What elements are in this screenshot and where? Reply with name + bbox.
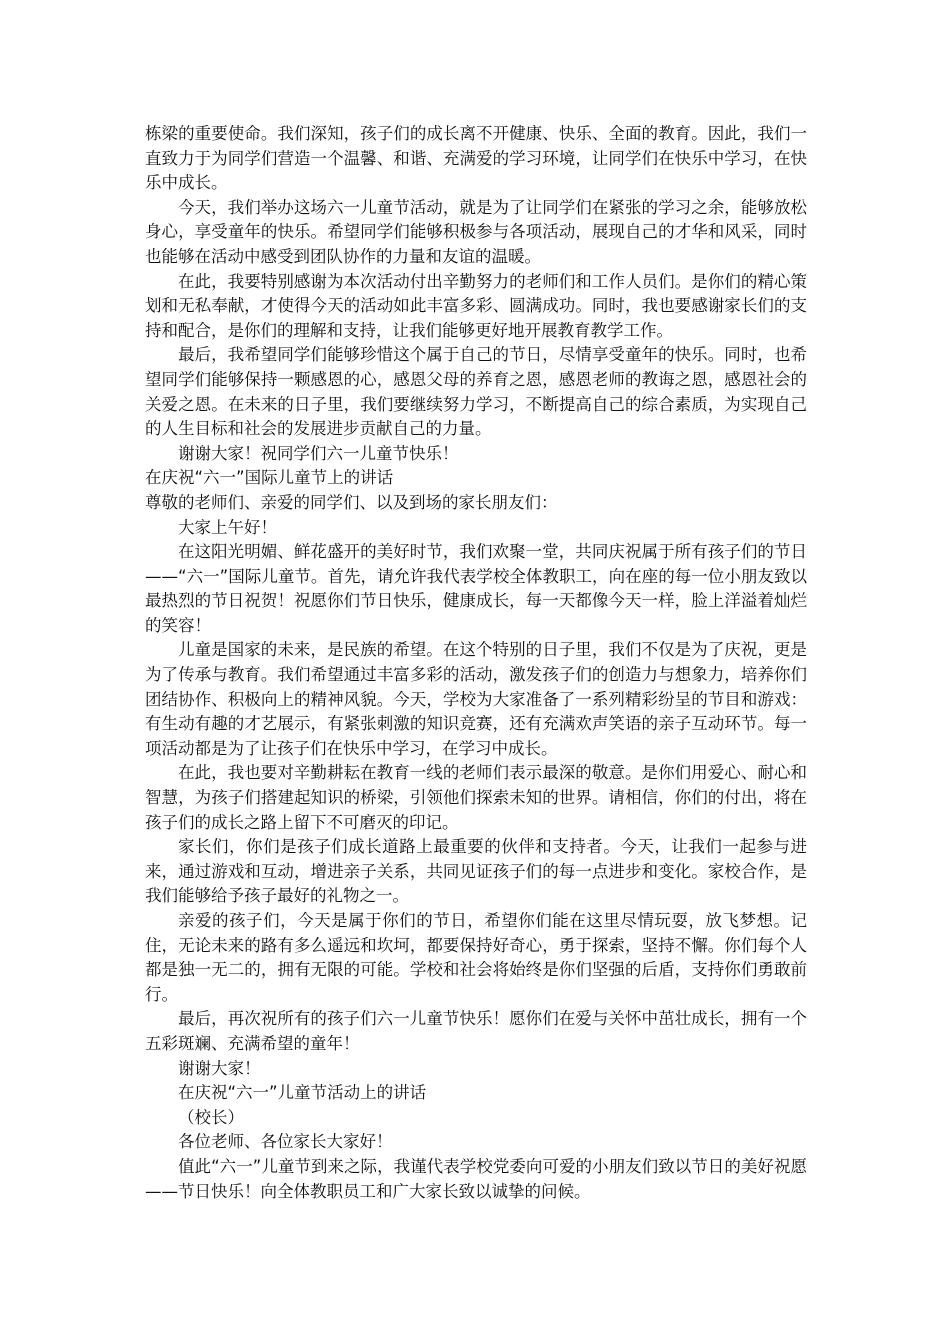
greeting: 大家上午好！: [178, 517, 277, 537]
closing-line: 谢谢大家！: [178, 1058, 261, 1078]
paragraph: 家长们，你们是孩子们成长道路上最重要的伙伴和支持者。今天，让我们一起参与进来，通过游戏和互动，增进亲子关系，共同见证孩子们的每一点进步和变化。家校合作，是我们能够给予孩子最好的礼物之一。: [145, 837, 807, 906]
speech-title: 在庆祝“六一”国际儿童节上的讲话: [145, 468, 394, 488]
paragraph: 亲爱的孩子们，今天是属于你们的节日，希望你们能在这里尽情玩耍，放飞梦想。记住，无论未来的路有多么遥远和坎坷，都要保持好奇心，勇于探索，坚持不懈。你们每个人都是独一无二的，拥有无限的可能。学校和社会将始终是你们坚强的后盾，支持你们勇敢前行。: [145, 911, 807, 1004]
speaker-role: （校长）: [178, 1107, 244, 1127]
document-page: [145, 122, 807, 1204]
paragraph: 最后，再次祝所有的孩子们六一儿童节快乐！愿你们在爱与关怀中茁壮成长，拥有一个五彩斑斓、充满希望的童年！: [145, 1009, 807, 1053]
paragraph: 在此，我也要对辛勤耕耘在教育一线的老师们表示最深的敬意。是你们用爱心、耐心和智慧，为孩子们搭建起知识的桥梁，引领他们探索未知的世界。请相信，你们的付出，将在孩子们的成长之路上留下不可磨灭的印记。: [145, 763, 807, 832]
paragraph: 值此“六一”儿童节到来之际，我谨代表学校党委向可爱的小朋友们致以节日的美好祝愿——节日快乐！向全体教职员工和广大家长致以诚挚的问候。: [145, 1156, 807, 1201]
paragraph: 今天，我们举办这场六一儿童节活动，就是为了让同学们在紧张的学习之余，能够放松身心，享受童年的快乐。希望同学们能够积极参与各项活动，展现自己的才华和风采，同时也能够在活动中感受到团队协作的力量和友谊的温暖。: [145, 197, 807, 266]
paragraph: 栋梁的重要使命。我们深知，孩子们的成长离不开健康、快乐、全面的教育。因此，我们一直致力于为同学们营造一个温馨、和谐、充满爱的学习环境，让同学们在快乐中学习，在快乐中成长。: [145, 124, 807, 193]
salutation: 尊敬的老师们、亲爱的同学们、以及到场的家长朋友们：: [145, 492, 558, 512]
paragraph: 在这阳光明媚、鲜花盛开的美好时节，我们欢聚一堂，共同庆祝属于所有孩子们的节日——“六一”国际儿童节。首先，请允许我代表学校全体教职工，向在座的每一位小朋友致以最热烈的节日祝贺！祝愿你们节日快乐，健康成长，每一天都像今天一样，脸上洋溢着灿烂的笑容！: [145, 542, 807, 635]
paragraph: 在此，我要特别感谢为本次活动付出辛勤努力的老师们和工作人员们。是你们的精心策划和无私奉献，才使得今天的活动如此丰富多彩、圆满成功。同时，我也要感谢家长们的支持和配合，是你们的理解和支持，让我们能够更好地开展教育教学工作。: [145, 271, 807, 340]
salutation: 各位老师、各位家长大家好！: [178, 1132, 393, 1152]
closing-line: 谢谢大家！祝同学们六一儿童节快乐！: [178, 443, 459, 463]
paragraph: 儿童是国家的未来，是民族的希望。在这个特别的日子里，我们不仅是为了庆祝，更是为了传承与教育。我们希望通过丰富多彩的活动，激发孩子们的创造力与想象力，培养你们团结协作、积极向上的精神风貌。今天，学校为大家准备了一系列精彩纷呈的节目和游戏：有生动有趣的才艺展示，有紧张刺激的知识竞赛，还有充满欢声笑语的亲子互动环节。每一项活动都是为了让孩子们在快乐中学习，在学习中成长。: [145, 640, 807, 758]
speech-title: 在庆祝“六一”儿童节活动上的讲话: [178, 1083, 427, 1103]
paragraph: 最后，我希望同学们能够珍惜这个属于自己的节日，尽情享受童年的快乐。同时，也希望同学们能够保持一颗感恩的心，感恩父母的养育之恩，感恩老师的教诲之恩，感恩社会的关爱之恩。在未来的日子里，我们要继续努力学习，不断提高自己的综合素质，为实现自己的人生目标和社会的发展进步贡献自己的力量。: [145, 345, 807, 439]
